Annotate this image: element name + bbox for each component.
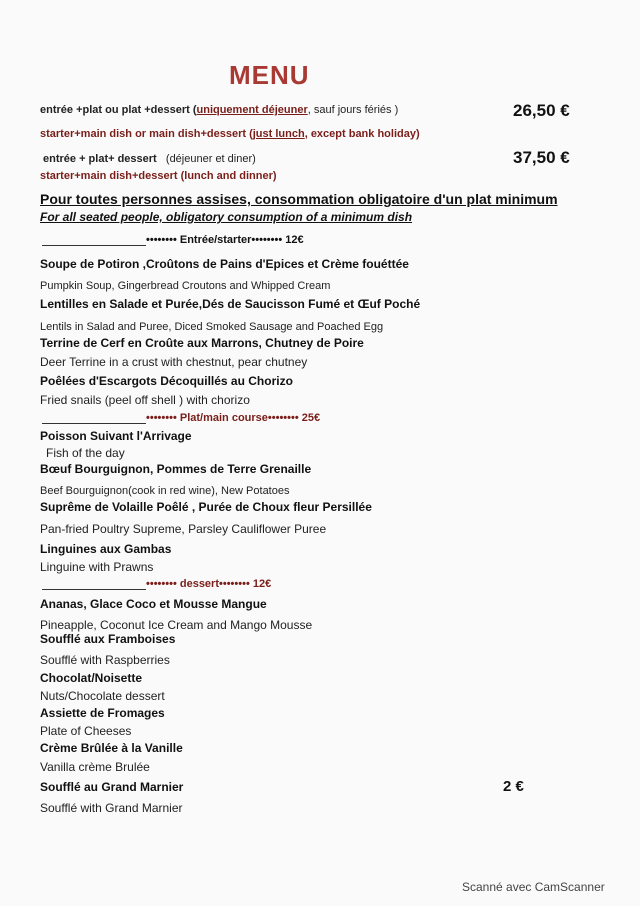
lunch-only-label: uniquement déjeuner xyxy=(196,104,308,116)
starter-3-fr: Terrine de Cerf en Croûte aux Marrons, Chutney de Poire xyxy=(40,336,364,350)
dessert-1-en: Pineapple, Coconut Ice Cream and Mango Mousse xyxy=(40,618,313,632)
supplement-price: 2 € xyxy=(503,778,524,795)
dessert-2-en: Soufflé with Raspberries xyxy=(40,653,170,667)
mandatory-notice-en: For all seated people, obligatory consumption of a minimum dish xyxy=(40,210,413,224)
lunch-formula-en xyxy=(40,128,420,140)
lunch-formula-en-text: starter+main dish or main dish+dessert ( xyxy=(40,128,253,140)
main-4-en: Linguine with Prawns xyxy=(40,560,154,574)
dessert-2-fr: Soufflé aux Framboises xyxy=(40,632,176,646)
starter-2-en: Lentils in Salad and Puree, Diced Smoked Sausage and Poached Egg xyxy=(40,321,384,333)
dessert-6-fr: Soufflé au Grand Marnier xyxy=(40,780,184,794)
main-4-fr: Linguines aux Gambas xyxy=(40,542,172,556)
lunch-formula-fr xyxy=(40,104,398,116)
lunch-formula-fr-note: , sauf jours fériés ) xyxy=(307,104,399,116)
full-formula-price: 37,50 € xyxy=(513,148,570,167)
starter-1-fr: Soupe de Potiron ,Croûtons de Pains d'Epices et Crème fouéttée xyxy=(40,257,409,271)
starter-4-en: Fried snails (peel off shell ) with chorizo xyxy=(40,393,250,407)
section-divider xyxy=(42,423,146,424)
lunch-formula-en-note: , except bank holiday) xyxy=(304,128,420,140)
menu-title: MENU xyxy=(229,60,310,90)
section-divider xyxy=(42,589,146,590)
main-3-fr: Suprême de Volaille Poêlé , Purée de Choux fleur Persillée xyxy=(40,500,372,514)
dessert-5-en: Vanilla crème Brulée xyxy=(40,760,150,774)
dessert-4-en: Plate of Cheeses xyxy=(40,724,132,738)
just-lunch-label: just lunch xyxy=(252,128,305,140)
section-starter: •••••••• Entrée/starter•••••••• 12€ xyxy=(146,234,304,246)
main-3-en: Pan-fried Poultry Supreme, Parsley Cauliflower Puree xyxy=(40,522,327,536)
scanner-watermark: Scanné avec CamScanner xyxy=(462,880,605,894)
section-divider xyxy=(42,245,146,246)
full-formula-fr-text: entrée + plat+ dessert xyxy=(43,153,157,165)
starter-2-fr: Lentilles en Salade et Purée,Dés de Saucisson Fumé et Œuf Poché xyxy=(40,297,421,311)
dessert-5-fr: Crème Brûlée à la Vanille xyxy=(40,741,183,755)
dessert-1-fr: Ananas, Glace Coco et Mousse Mangue xyxy=(40,597,267,611)
dessert-6-en: Soufflé with Grand Marnier xyxy=(40,801,183,815)
full-formula-fr xyxy=(43,153,256,165)
dessert-3-en: Nuts/Chocolate dessert xyxy=(40,689,165,703)
starter-4-fr: Poêlées d'Escargots Décoquillés au Chorizo xyxy=(40,374,293,388)
main-1-fr: Poisson Suivant l'Arrivage xyxy=(40,429,192,443)
dessert-4-fr: Assiette de Fromages xyxy=(40,706,165,720)
dessert-3-fr: Chocolat/Noisette xyxy=(40,671,143,685)
section-main: •••••••• Plat/main course•••••••• 25€ xyxy=(146,412,321,424)
lunch-formula-price: 26,50 € xyxy=(513,101,570,120)
main-1-en: Fish of the day xyxy=(46,446,125,460)
section-dessert: •••••••• dessert•••••••• 12€ xyxy=(146,578,272,590)
starter-3-en: Deer Terrine in a crust with chestnut, pear chutney xyxy=(40,355,308,369)
full-formula-en: starter+main dish+dessert (lunch and dinner) xyxy=(40,170,277,182)
mandatory-notice-fr: Pour toutes personnes assises, consommation obligatoire d'un plat minimum xyxy=(40,191,558,207)
starter-1-en: Pumpkin Soup, Gingerbread Croutons and Whipped Cream xyxy=(40,280,331,292)
main-2-fr: Bœuf Bourguignon, Pommes de Terre Grenaille xyxy=(40,462,312,476)
lunch-formula-fr-text: entrée +plat ou plat +dessert ( xyxy=(40,104,197,116)
full-formula-fr-note: (déjeuner et diner) xyxy=(165,153,256,165)
main-2-en: Beef Bourguignon(cook in red wine), New Potatoes xyxy=(40,485,290,497)
